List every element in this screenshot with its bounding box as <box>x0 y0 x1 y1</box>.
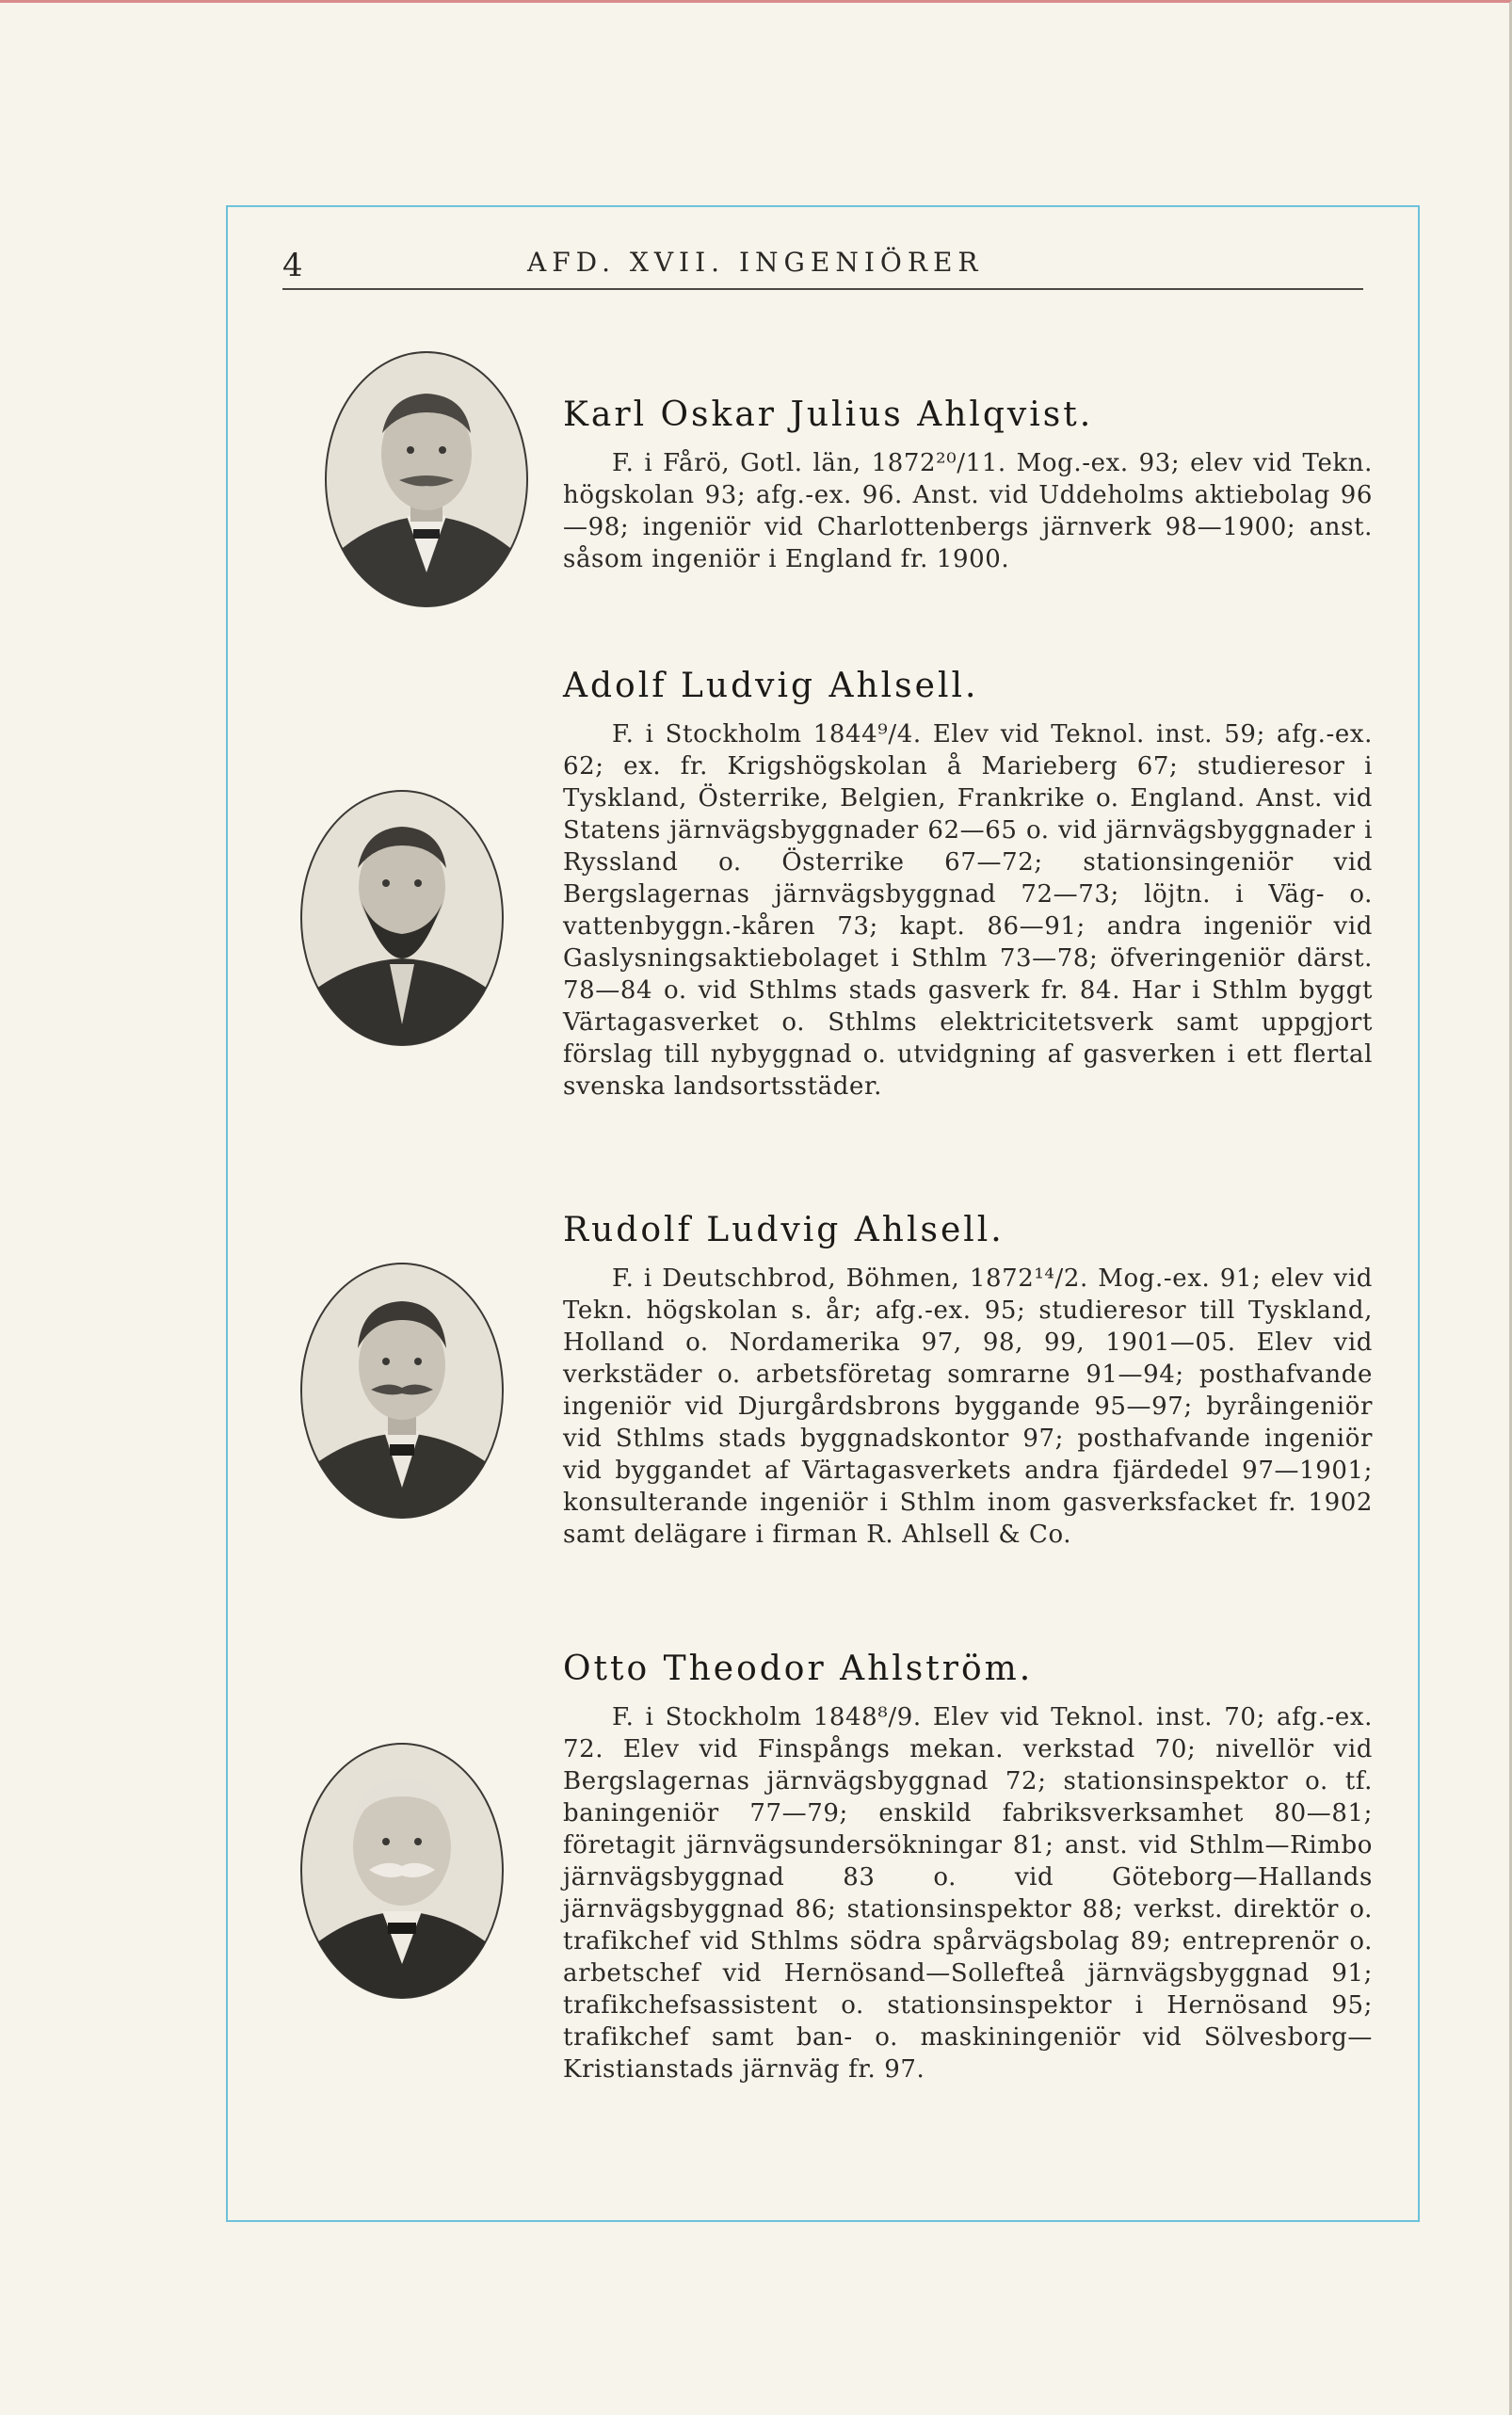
biography-text: F. i Stockholm 1844⁹/4. Elev vid Teknol. inst. 59; afg.-ex. 62; ex. fr. Krigshögskolan å Marieberg 67; studieresor i Tyskland, Österrike, Belgien, Frankrike o. England. Anst. vid Statens järnvägsbyggnader 62—65 o. vid järnvägsbyggnader i Ryssland o. Österrike 67—72; stationsingeniör vid Bergslagernas järnvägsbyggnad 72—73; löjtn. i Väg- o. vattenbyggn.-kåren 73; kapt. 86—91; andra ingeniör vid Gaslysningsaktiebolaget i Sthlm 73—78; öfveringeniör därst. 78—84 o. vid Sthlms stads gasverk fr. 84. Har i Sthlm byggt Värtagasverket o. Sthlms elektricitetsverk samt uppgjort förslag till nybyggnad o. utvidgning af gasverken i ett flertal svenska landsortsstäder. <box>563 720 1373 1101</box>
portrait-photo <box>324 350 529 608</box>
running-title: AFD. XVII. INGENIÖRER <box>527 247 984 278</box>
person-name: Karl Oskar Julius Ahlqvist. <box>563 395 1094 434</box>
portrait-photo <box>299 1742 505 2000</box>
portrait-adolf-ahlsell-image <box>299 789 505 1047</box>
biography-entry <box>563 667 1373 1103</box>
portrait-ahlstrom-image <box>299 1742 505 2000</box>
person-name: Otto Theodor Ahlström. <box>563 1650 1034 1688</box>
biography-text: F. i Fårö, Gotl. län, 1872²⁰/11. Mog.-ex. 93; elev vid Tekn. högskolan 93; afg.-ex. 96. Anst. vid Uddeholms aktiebolag 96—98; ingeniör vid Charlottenbergs järnverk 98—1900; anst. såsom ingeniör i England fr. 1900. <box>563 449 1373 573</box>
biography-text: F. i Stockholm 1848⁸/9. Elev vid Teknol. inst. 70; afg.-ex. 72. Elev vid Finspångs mekan. verkstad 70; nivellör vid Bergslagernas järnvägsbyggnad 72; stationsinspektor o. tf. baningeniör 77—79; enskild fabriksverksamhet 80—81; företagit järnvägsundersökningar 81; anst. vid Sthlm—Rimbo järnvägsbyggnad 83 o. vid Göteborg—Hallands järnvägsbyggnad 86; stationsinspektor 88; verkst. direktör o. trafikchef vid Sthlms södra spårvägsbolag 89; entreprenör o. arbetschef vid Hernösand—Sollefteå järnvägsbyggnad 91; trafikchefsassistent o. stationsinspektor i Hernösand 95; trafikchef samt ban- o. maskiningeniör vid Sölvesborg—Kristianstads järnväg fr. 97. <box>563 1703 1373 2084</box>
biography-text: F. i Deutschbrod, Böhmen, 1872¹⁴/2. Mog.-ex. 91; elev vid Tekn. högskolan s. år; afg.-ex. 95; studieresor till Tyskland, Holland o. Nordamerika 97, 98, 99, 1901—05. Elev vid verkstäder o. arbetsföretag somrarne 91—94; posthafvande ingeniör vid Djurgårdsbrons byggande 95—97; byråingeniör vid Sthlms stads byggnadskontor 97; posthafvande ingeniör vid byggandet af Värtagasverkets andra fjärdedel 97—1901; konsulterande ingeniör i Sthlm inom gasverksfacket fr. 1902 samt delägare i firman R. Ahlsell & Co. <box>563 1264 1373 1549</box>
portrait-ahlqvist-image <box>324 350 529 608</box>
header-rule <box>282 288 1363 290</box>
portrait-rudolf-ahlsell-image <box>299 1262 505 1520</box>
portrait-photo <box>299 1262 505 1520</box>
page-number: 4 <box>282 247 303 284</box>
biography-entry <box>563 1650 1373 2085</box>
portrait-photo <box>299 789 505 1047</box>
person-name: Rudolf Ludvig Ahlsell. <box>563 1211 1005 1249</box>
biography-entry <box>563 395 1373 575</box>
person-name: Adolf Ludvig Ahlsell. <box>563 667 979 705</box>
biography-entry <box>563 1211 1373 1551</box>
